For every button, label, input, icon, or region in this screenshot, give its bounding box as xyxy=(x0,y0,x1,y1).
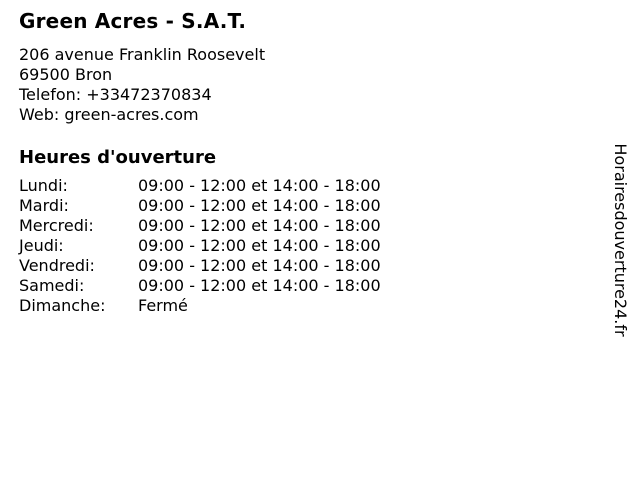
day-hours: 09:00 - 12:00 et 14:00 - 18:00 xyxy=(138,236,381,255)
day-hours: 09:00 - 12:00 et 14:00 - 18:00 xyxy=(138,176,381,195)
day-label: Lundi: xyxy=(19,176,68,195)
business-name: Green Acres - S.A.T. xyxy=(19,9,247,33)
day-hours: Fermé xyxy=(138,296,188,315)
opening-hours-title: Heures d'ouverture xyxy=(19,147,217,168)
day-hours: 09:00 - 12:00 et 14:00 - 18:00 xyxy=(138,196,381,215)
table-row-monday xyxy=(19,176,381,196)
table-row-friday xyxy=(19,256,381,276)
day-label: Jeudi: xyxy=(19,236,64,255)
day-label: Samedi: xyxy=(19,276,85,295)
phone-line xyxy=(19,85,600,105)
phone-value: +33472370834 xyxy=(86,85,212,104)
address-city: 69500 Bron xyxy=(19,65,113,84)
table-row-thursday xyxy=(19,236,381,256)
table-row-wednesday xyxy=(19,216,381,236)
table-row-sunday xyxy=(19,296,381,316)
table-row-tuesday xyxy=(19,196,381,216)
day-label: Dimanche: xyxy=(19,296,106,315)
day-hours: 09:00 - 12:00 et 14:00 - 18:00 xyxy=(138,216,381,235)
day-label: Vendredi: xyxy=(19,256,95,275)
table-row-saturday xyxy=(19,276,381,296)
opening-hours-table xyxy=(19,176,381,316)
web-value: green-acres.com xyxy=(64,105,199,124)
day-label: Mardi: xyxy=(19,196,69,215)
web-line xyxy=(19,105,600,125)
phone-label: Telefon: xyxy=(19,85,82,104)
watermark-vertical: Horairesdouverture24.fr xyxy=(611,143,630,337)
address-street: 206 avenue Franklin Roosevelt xyxy=(19,45,266,64)
day-label: Mercredi: xyxy=(19,216,94,235)
day-hours: 09:00 - 12:00 et 14:00 - 18:00 xyxy=(138,276,381,295)
address-block xyxy=(19,45,600,125)
day-hours: 09:00 - 12:00 et 14:00 - 18:00 xyxy=(138,256,381,275)
web-label: Web: xyxy=(19,105,60,124)
